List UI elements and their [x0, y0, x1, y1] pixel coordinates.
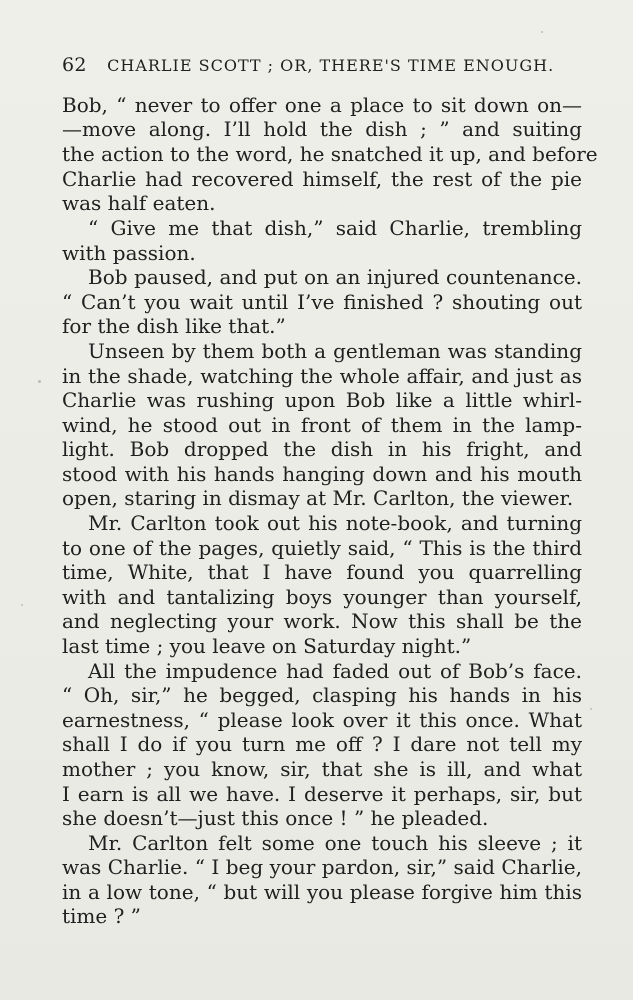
text-line: wind, he stood out in front of them in the lamp-	[62, 413, 582, 437]
text-line: shall I do if you turn me off ? I dare not tell my	[62, 732, 582, 756]
text-line: light. Bob dropped the dish in his fright, and	[62, 437, 582, 461]
text-line: stood with his hands hanging down and his mouth	[62, 462, 582, 486]
text-line: with and tantalizing boys younger than yourself,	[62, 585, 582, 609]
text-line: Unseen by them both a gentleman was standing	[88, 339, 582, 363]
text-line: “ Can’t you wait until I’ve finished ? shouting out	[62, 290, 582, 314]
text-line: last time ; you leave on Saturday night.”	[62, 634, 472, 658]
paper-speck	[541, 31, 543, 33]
text-line: time, White, that I have found you quarrelling	[62, 560, 582, 584]
text-line: —move along. I’ll hold the dish ; ” and suiting	[62, 117, 582, 141]
text-line: for the dish like that.”	[62, 314, 286, 338]
page-number: 62	[62, 54, 87, 76]
text-line: the action to the word, he snatched it up, and before	[62, 142, 598, 166]
text-line: time ? ”	[62, 904, 141, 928]
text-line: mother ; you know, sir, that she is ill, and what	[62, 757, 582, 781]
text-line: Mr. Carlton felt some one touch his sleeve ; it	[88, 831, 582, 855]
paper-speck	[21, 604, 23, 606]
text-line: open, staring in dismay at Mr. Carlton, the viewer.	[62, 486, 574, 510]
text-line: earnestness, “ please look over it this once. What	[62, 708, 582, 732]
text-line: I earn is all we have. I deserve it perhaps, sir, but	[62, 782, 582, 806]
running-header	[62, 54, 582, 82]
text-line: in the shade, watching the whole affair, and just as	[62, 364, 582, 388]
text-line: with passion.	[62, 241, 196, 265]
text-line: Charlie was rushing upon Bob like a little whirl-	[62, 388, 582, 412]
paper-speck	[590, 708, 592, 710]
text-line: Bob, “ never to offer one a place to sit down on—	[62, 93, 582, 117]
text-line: “ Oh, sir,” he begged, clasping his hands in his	[62, 683, 582, 707]
text-line: she doesn’t—just this once ! ” he pleaded.	[62, 806, 489, 830]
text-line: All the impudence had faded out of Bob’s face.	[88, 659, 582, 683]
text-line: was half eaten.	[62, 191, 216, 215]
text-line: “ Give me that dish,” said Charlie, trembling	[88, 216, 582, 240]
text-line: Mr. Carlton took out his note-book, and turning	[88, 511, 582, 535]
text-line: in a low tone, “ but will you please forgive him this	[62, 880, 582, 904]
text-line: and neglecting your work. Now this shall be the	[62, 609, 582, 633]
text-line: was Charlie. “ I beg your pardon, sir,” said Charlie,	[62, 855, 582, 879]
text-line: Bob paused, and put on an injured countenance.	[88, 265, 582, 289]
paper-speck	[38, 380, 41, 383]
text-line: to one of the pages, quietly said, “ This is the third	[62, 536, 582, 560]
text-line: Charlie had recovered himself, the rest of the pie	[62, 167, 582, 191]
running-title: CHARLIE SCOTT ; OR, THERE'S TIME ENOUGH.	[107, 56, 555, 75]
